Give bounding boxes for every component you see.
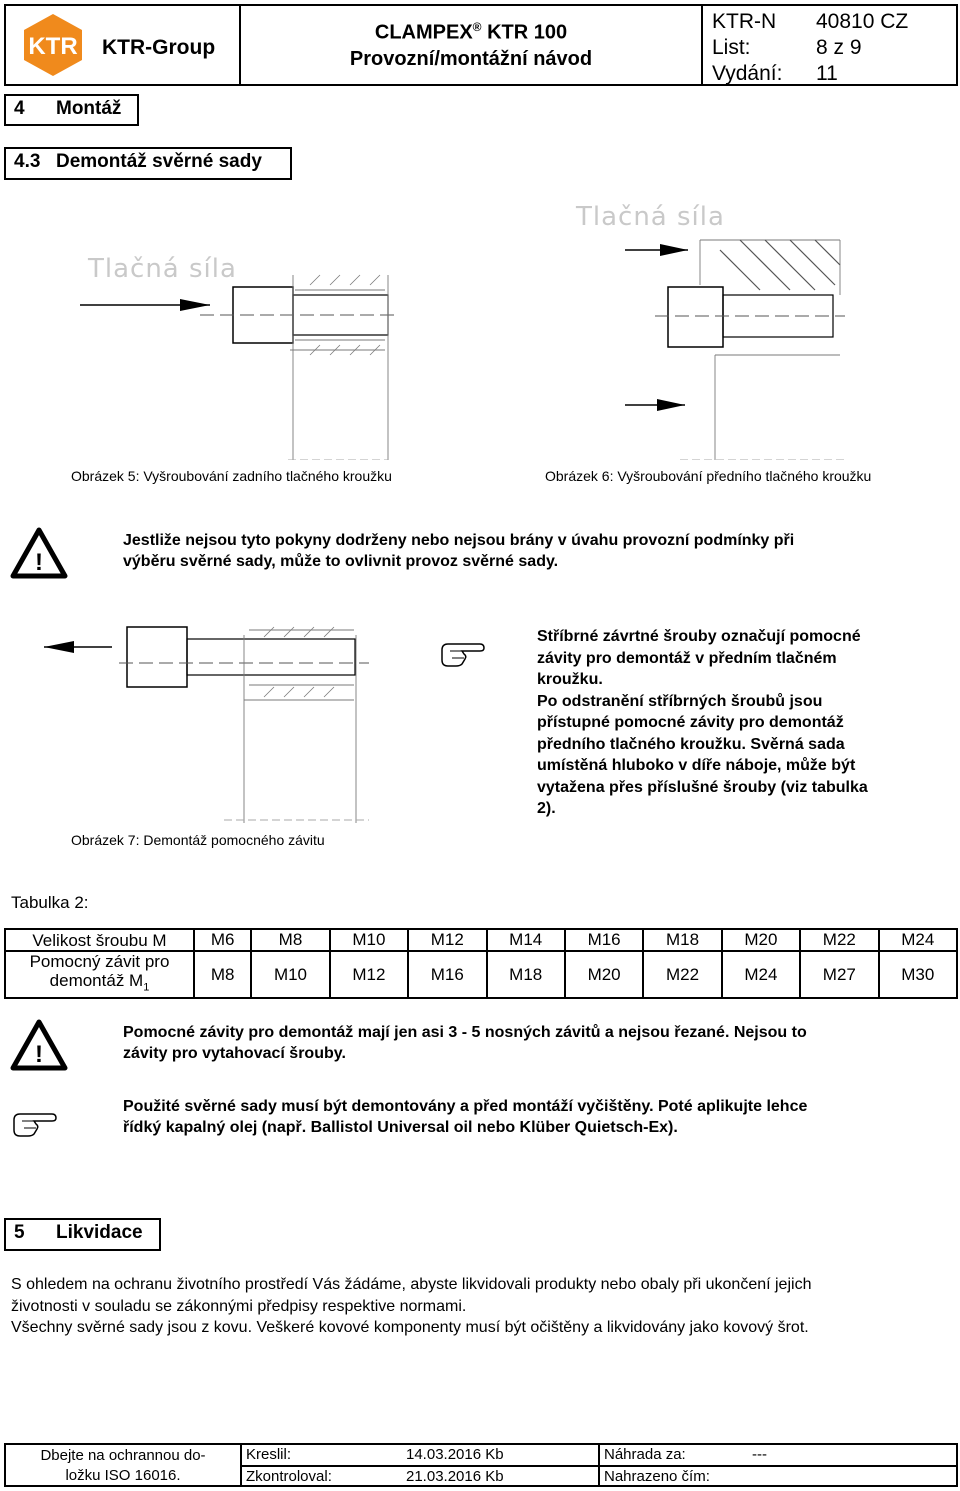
- svg-text:!: !: [35, 549, 43, 576]
- table-cell: M18: [643, 929, 721, 951]
- doc-title-cell: [241, 6, 703, 84]
- table-cell: M22: [800, 929, 878, 951]
- iso-note: Dbejte na ochrannou do- ložku ISO 16016.: [6, 1445, 242, 1486]
- doc-subtitle: Provozní/montážní návod: [349, 48, 593, 70]
- table-cell: M16: [565, 929, 643, 951]
- figure-5-caption: Obrázek 5: Vyšroubování zadního tlačného kroužku: [71, 468, 392, 484]
- table-cell: M24: [722, 951, 800, 998]
- replaced-by-label: Nahrazeno čím:: [604, 1468, 710, 1485]
- table-cell: M20: [565, 951, 643, 998]
- pointing-hand-icon: [12, 1108, 58, 1138]
- replacement-label: Náhrada za:: [604, 1446, 686, 1463]
- replacement-value: ---: [752, 1446, 767, 1463]
- meta-value-page: 8 z 9: [816, 36, 862, 59]
- figure-5-drawing: [80, 235, 410, 460]
- section-4-3-heading: 4.3 Demontáž svěrné sady: [4, 147, 292, 180]
- table-row: [5, 929, 957, 951]
- meta-value-code: 40810 CZ: [816, 10, 909, 33]
- meta-label-code: KTR-N: [712, 10, 777, 33]
- figure-6-caption: Obrázek 6: Vyšroubování předního tlačného kroužku: [545, 468, 872, 484]
- page-footer: [4, 1443, 958, 1487]
- warning-1-text: Jestliže nejsou tyto pokyny dodrženy nebo nejsou brány v úvahu provozní podmínky při výběru svěrné sady, může to ovlivnit provoz svěrné sady.: [123, 532, 795, 570]
- drawn-date: 14.03.2016 Kb: [406, 1446, 504, 1463]
- disposal-text: S ohledem na ochranu životního prostředí Vás žádáme, abyste likvidovali produkty nebo obaly při ukončení jejich životnosti v souladu se zákonnými předpisy respektive normami. Všechny svěrné sady jsou z kovu. Veškeré kovové komponenty musí být očištěny a likvidovány jako kovový šrot.: [11, 1276, 812, 1336]
- table-2-title: Tabulka 2:: [11, 893, 89, 912]
- drawn-label: Kreslil:: [246, 1446, 292, 1463]
- meta-label-page: List:: [712, 36, 751, 59]
- note-2-text: Použité svěrné sady musí být demontovány a před montáží vyčištěny. Poté aplikujte lehce řídký kapalný olej (např. Ballistol Universal oil nebo Klüber Quietsch-Ex).: [123, 1098, 808, 1136]
- table-cell: M12: [408, 929, 486, 951]
- table-cell: M27: [800, 951, 878, 998]
- warning-icon: [10, 1018, 68, 1072]
- table-cell: M20: [722, 929, 800, 951]
- svg-text:!: !: [35, 1041, 43, 1068]
- checked-date: 21.03.2016 Kb: [406, 1468, 504, 1485]
- table-cell: M6: [194, 929, 251, 951]
- meta-value-edition: 11: [816, 62, 838, 85]
- table-cell: M24: [879, 929, 957, 951]
- figure-6-drawing: [560, 195, 850, 460]
- table-cell: M30: [879, 951, 957, 998]
- row-header-screw-size: Velikost šroubu M: [5, 929, 194, 951]
- table-cell: M10: [330, 929, 408, 951]
- section-5-heading: 5 Likvidace: [4, 1218, 161, 1251]
- table-cell: M8: [194, 951, 251, 998]
- brand-name: KTR-Group: [102, 36, 216, 59]
- table-cell: M12: [330, 951, 408, 998]
- table-cell: M18: [487, 951, 565, 998]
- checked-label: Zkontroloval:: [246, 1468, 332, 1485]
- row-header-aux-thread: Pomocný závit pro demontáž $M_1$: [5, 951, 194, 998]
- table-cell: M16: [408, 951, 486, 998]
- table-cell: M14: [487, 929, 565, 951]
- doc-title: CLAMPEX® KTR 100: [374, 20, 568, 44]
- table-row: [5, 951, 957, 998]
- warning-2-text: Pomocné závity pro demontáž mají jen asi 3 - 5 nosných závitů a nejsou řezané. Nejsou to závity pro vytahovací šrouby.: [123, 1024, 807, 1062]
- svg-text:Tlačná síla: Tlačná síla: [88, 254, 237, 284]
- meta-label-edition: Vydání:: [712, 62, 783, 85]
- section-4-heading: 4 Montáž: [4, 94, 139, 126]
- table-cell: M8: [251, 929, 329, 951]
- table-cell: M10: [251, 951, 329, 998]
- page-header: [4, 4, 958, 86]
- svg-text:KTR: KTR: [28, 33, 78, 60]
- table-cell: M22: [643, 951, 721, 998]
- ktr-logo-icon: [18, 12, 88, 78]
- pointing-hand-icon: [440, 638, 486, 668]
- svg-text:Tlačná síla: Tlačná síla: [576, 202, 725, 232]
- warning-icon: [10, 526, 68, 580]
- screw-size-table: [4, 928, 958, 999]
- note-1-text: Stříbrné závrtné šrouby označují pomocné závity pro demontáž v předním tlačném kroužku. Po odstranění stříbrných šroubů jsou přístupné pomocné závity pro demontáž předního tlačného kroužku. Svěrná sada umístěná hluboko v díře náboje, může být vytažena přes příslušné šrouby (viz tabulka 2).: [537, 628, 868, 817]
- figure-7-drawing: [44, 625, 374, 823]
- figure-7-caption: Obrázek 7: Demontáž pomocného závitu: [71, 832, 325, 848]
- brand-cell: [6, 6, 241, 84]
